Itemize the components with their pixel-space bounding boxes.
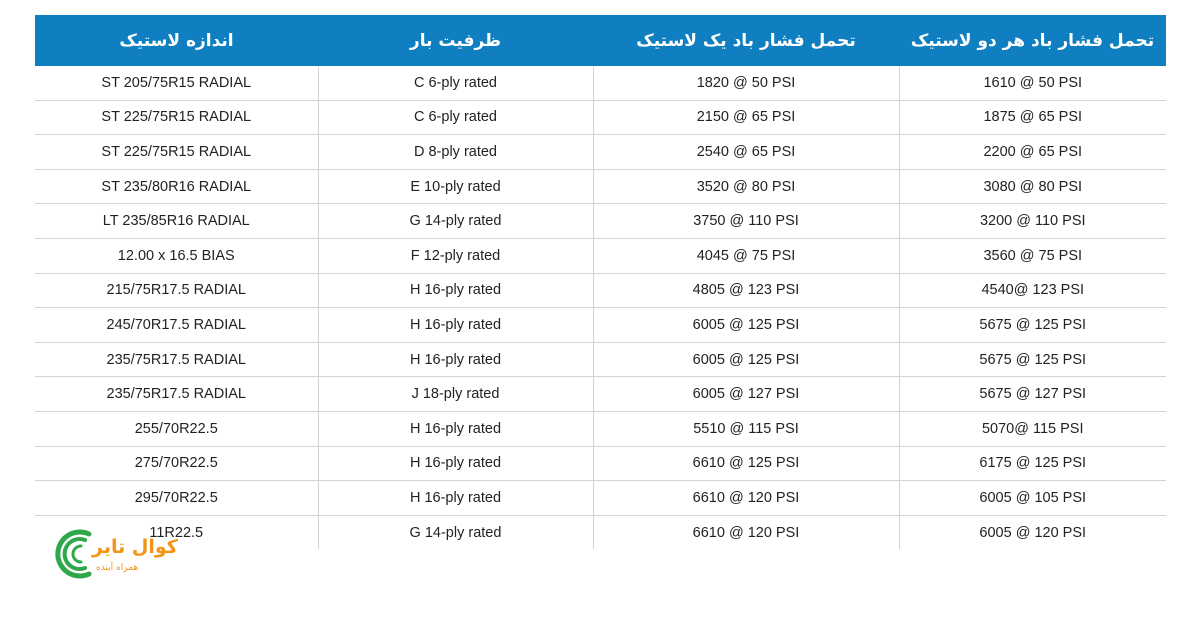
header-single-tire-pressure: تحمل فشار باد یک لاستیک xyxy=(593,15,899,66)
cell-dual-pressure: 5675 @ 125 PSI xyxy=(899,342,1166,377)
cell-dual-pressure: 1610 @ 50 PSI xyxy=(899,66,1166,100)
table-row xyxy=(35,308,1166,343)
cell-dual-pressure: 5675 @ 125 PSI xyxy=(899,308,1166,343)
table-row xyxy=(35,135,1166,170)
logo-tagline: همراه آینده xyxy=(96,563,139,573)
cell-tire-size: LT 235/85R16 RADIAL xyxy=(35,204,318,239)
cell-tire-size: 255/70R22.5 xyxy=(35,411,318,446)
cell-dual-pressure: 5070@ 115 PSI xyxy=(899,411,1166,446)
cell-load-capacity: H 16-ply rated xyxy=(318,446,593,481)
table-row xyxy=(35,481,1166,516)
cell-single-pressure: 6610 @ 120 PSI xyxy=(593,481,899,516)
table-row xyxy=(35,342,1166,377)
table-row xyxy=(35,100,1166,135)
cell-load-capacity: C 6-ply rated xyxy=(318,100,593,135)
cell-tire-size: ST 225/75R15 RADIAL xyxy=(35,135,318,170)
cell-load-capacity: G 14-ply rated xyxy=(318,204,593,239)
table-row xyxy=(35,204,1166,239)
table-row xyxy=(35,273,1166,308)
cell-single-pressure: 6005 @ 125 PSI xyxy=(593,308,899,343)
header-tire-size: اندازه لاستیک xyxy=(35,15,318,66)
cell-dual-pressure: 6175 @ 125 PSI xyxy=(899,446,1166,481)
cell-load-capacity: C 6-ply rated xyxy=(318,66,593,100)
cell-single-pressure: 2150 @ 65 PSI xyxy=(593,100,899,135)
cell-single-pressure: 4045 @ 75 PSI xyxy=(593,238,899,273)
cell-load-capacity: J 18-ply rated xyxy=(318,377,593,412)
cell-single-pressure: 1820 @ 50 PSI xyxy=(593,66,899,100)
cell-tire-size: ST 225/75R15 RADIAL xyxy=(35,100,318,135)
cell-tire-size: 11R22.5 xyxy=(35,515,318,549)
cell-dual-pressure: 5675 @ 127 PSI xyxy=(899,377,1166,412)
cell-dual-pressure: 6005 @ 105 PSI xyxy=(899,481,1166,516)
cell-single-pressure: 3750 @ 110 PSI xyxy=(593,204,899,239)
cell-dual-pressure: 3080 @ 80 PSI xyxy=(899,169,1166,204)
header-load-capacity: ظرفیت بار xyxy=(318,15,593,66)
cell-dual-pressure: 6005 @ 120 PSI xyxy=(979,524,1087,541)
cell-dual-pressure: 3560 @ 75 PSI xyxy=(899,238,1166,273)
tire-table-container xyxy=(35,15,1166,549)
cell-load-capacity: H 16-ply rated xyxy=(318,342,593,377)
cell-single-pressure: 2540 @ 65 PSI xyxy=(593,135,899,170)
table-row xyxy=(35,377,1166,412)
cell-dual-pressure: 3200 @ 110 PSI xyxy=(899,204,1166,239)
tire-specs-table xyxy=(35,15,1166,549)
table-row xyxy=(35,238,1166,273)
cell-dual-pressure: 4540@ 123 PSI xyxy=(899,273,1166,308)
table-row xyxy=(35,446,1166,481)
cell-single-pressure: 6610 @ 125 PSI xyxy=(593,446,899,481)
cell-tire-size: 295/70R22.5 xyxy=(35,481,318,516)
table-row xyxy=(35,411,1166,446)
cell-load-capacity: H 16-ply rated xyxy=(318,273,593,308)
cell-single-pressure: 3520 @ 80 PSI xyxy=(593,169,899,204)
cell-single-pressure: 6005 @ 125 PSI xyxy=(593,342,899,377)
cell-tire-size: 245/70R17.5 RADIAL xyxy=(35,308,318,343)
cell-single-pressure: 5510 @ 115 PSI xyxy=(593,411,899,446)
cell-dual-pressure: 2200 @ 65 PSI xyxy=(899,135,1166,170)
logo-brand-name: کوال تایر xyxy=(92,536,178,558)
cell-load-capacity: H 16-ply rated xyxy=(318,411,593,446)
cell-single-pressure: 6610 @ 120 PSI xyxy=(593,515,899,549)
cell-load-capacity: H 16-ply rated xyxy=(318,308,593,343)
cell-load-capacity: H 16-ply rated xyxy=(318,481,593,516)
cell-tire-size: 235/75R17.5 RADIAL xyxy=(35,342,318,377)
table-header-row xyxy=(35,15,1166,66)
cell-load-capacity: D 8-ply rated xyxy=(318,135,593,170)
cell-tire-size: 215/75R17.5 RADIAL xyxy=(35,273,318,308)
cell-tire-size: 235/75R17.5 RADIAL xyxy=(35,377,318,412)
table-row xyxy=(35,169,1166,204)
table-row xyxy=(35,515,1166,549)
cell-dual-pressure: 1875 @ 65 PSI xyxy=(899,100,1166,135)
cell-tire-size: ST 205/75R15 RADIAL xyxy=(35,66,318,100)
cell-single-pressure: 4805 @ 123 PSI xyxy=(593,273,899,308)
cell-load-capacity: F 12-ply rated xyxy=(318,238,593,273)
cell-load-capacity: E 10-ply rated xyxy=(318,169,593,204)
cell-load-capacity: G 14-ply rated xyxy=(318,515,593,549)
table-row xyxy=(35,66,1166,100)
cell-tire-size: 12.00 x 16.5 BIAS xyxy=(35,238,318,273)
cell-tire-size: ST 235/80R16 RADIAL xyxy=(35,169,318,204)
header-dual-tire-pressure: تحمل فشار باد هر دو لاستیک xyxy=(899,15,1166,66)
cell-single-pressure: 6005 @ 127 PSI xyxy=(593,377,899,412)
cell-tire-size: 275/70R22.5 xyxy=(35,446,318,481)
